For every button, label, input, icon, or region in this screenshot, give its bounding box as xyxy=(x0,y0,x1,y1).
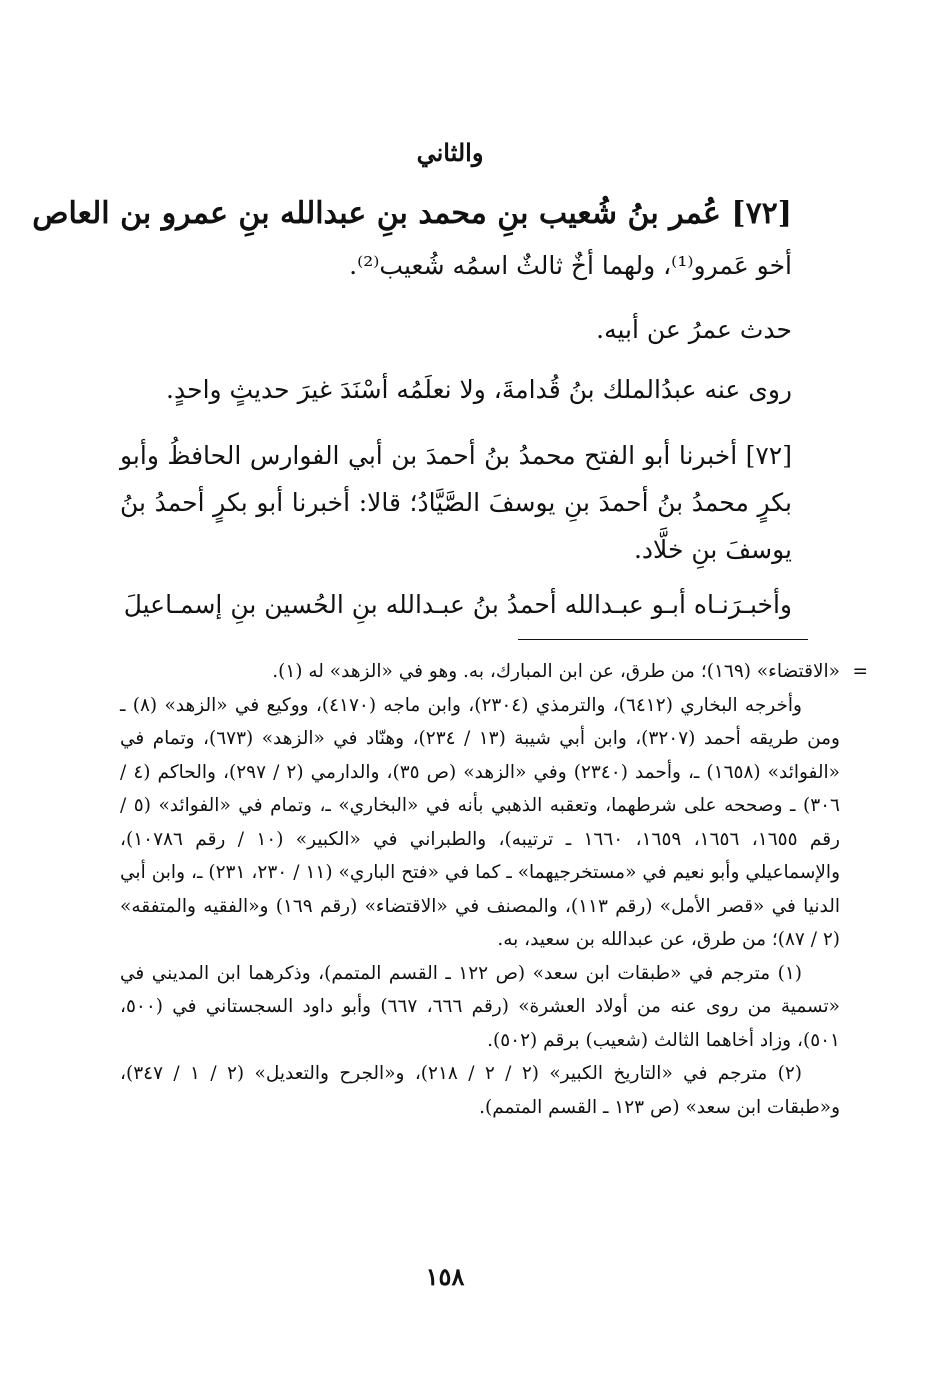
page-number: ١٥٨ xyxy=(425,1262,465,1291)
footnote-continuation-first xyxy=(120,655,868,689)
footnote-continuation-text: «الاقتضاء» (١٦٩)؛ من طرق، عن ابن المبارك، به. وهو في «الزهد» له (١). xyxy=(272,661,840,682)
hadith-chain-paragraph: [٧٢] أخبرنا أبو الفتح محمدُ بنُ أحمدَ بن أبي الفوارس الحافظُ وأبو بكرٍ محمدُ بنُ أحمدَ بنِ يوسفَ الصَّيَّادُ؛ قالا: أخبرنا أبو بكرٍ أحمدُ بنُ يوسفَ بنِ خلَّاد. xyxy=(120,441,792,564)
continuation-mark: = xyxy=(852,661,868,682)
entry-line-transmitter: روى عنه عبدُالملك بنُ قُدامةَ، ولا نعلَمُه أسْنَدَ غيرَ حديثٍ واحدٍ. xyxy=(166,375,792,404)
footnote-2: (٢) مترجم في «التاريخ الكبير» (٢ / ٢ / ٢١٨)، و«الجرح والتعديل» (٢ / ١ / ٣٤٧)، و«طبقات ابن سعد» (ص ١٢٣ ـ القسم المتمم). xyxy=(120,1063,840,1118)
footnotes-section xyxy=(120,655,868,1124)
footnote-continuation-second: وأخرجه البخاري (٦٤١٢)، والترمذي (٢٣٠٤)، وابن ماجه (٤١٧٠)، ووكيع في «الزهد» (٨) ـ ومن طريقه أحمد (٣٢٠٧)، وابن أبي شيبة (١٣ / ٢٣٤)، وهنّاد في «الزهد» (٦٧٣)، وتمام في «الفوائد» (١٦٥٨) ـ، وأحمد (٢٣٤٠) وفي «الزهد» (ص ٣٥)، والدارمي (٢ / ٢٩٧)، والحاكم (٤ / ٣٠٦) ـ وصححه على شرطهما، وتعقبه الذهبي بأنه في «البخاري» ـ، وتمام في «الفوائد» (٥ / رقم ١٦٥٥، ١٦٥٦، ١٦٥٩، ١٦٦٠ ـ ترتيبه)، والطبراني في «الكبير» (١٠ / رقم ١٠٧٨٦)، والإسماعيلي وأبو نعيم في «مستخرجيهما» ـ كما في «فتح الباري» (١١ / ٢٣٠، ٢٣١) ـ، وابن أبي الدنيا في «قصر الأمل» (رقم ١١٣)، والمصنف في «الاقتضاء» (رقم ١٦٩) و«الفقيه والمتفقه» (٢ / ٨٧)؛ من طرق، عن عبدالله بن سعيد، به. xyxy=(120,694,841,950)
hadith-chain-continued-line: وأخبـرَنـاه أبـو عبـدالله أحمدُ بنُ عبـدالله بنِ الحُسين بنِ إسمـاعيلَ xyxy=(123,590,792,619)
entry-line-siblings: أخو عَمرو⁽¹⁾، ولهما أخٌ ثالثٌ اسمُه شُعيب⁽²⁾. xyxy=(349,251,792,280)
footnote-1: (١) مترجم في «طبقات ابن سعد» (ص ١٢٢ ـ القسم المتمم)، وذكرهما ابن المديني في «تسمية من روى عنه من أولاد العشرة» (رقم ٦٦٦، ٦٦٧) وأبو داود السجستاني في (٥٠٠، ٥٠١)، وزاد أخاهما الثالث (شعيب) برقم (٥٠٢). xyxy=(120,962,840,1051)
section-title: والثاني xyxy=(416,138,484,167)
footnote-separator xyxy=(518,639,808,640)
entry-heading: [٧٢] عُمر بنُ شُعيب بنِ محمد بنِ عبدالله بنِ عمرو بن العاص xyxy=(32,196,792,231)
entry-line-narrated: حدث عمرُ عن أبيه. xyxy=(596,315,792,344)
